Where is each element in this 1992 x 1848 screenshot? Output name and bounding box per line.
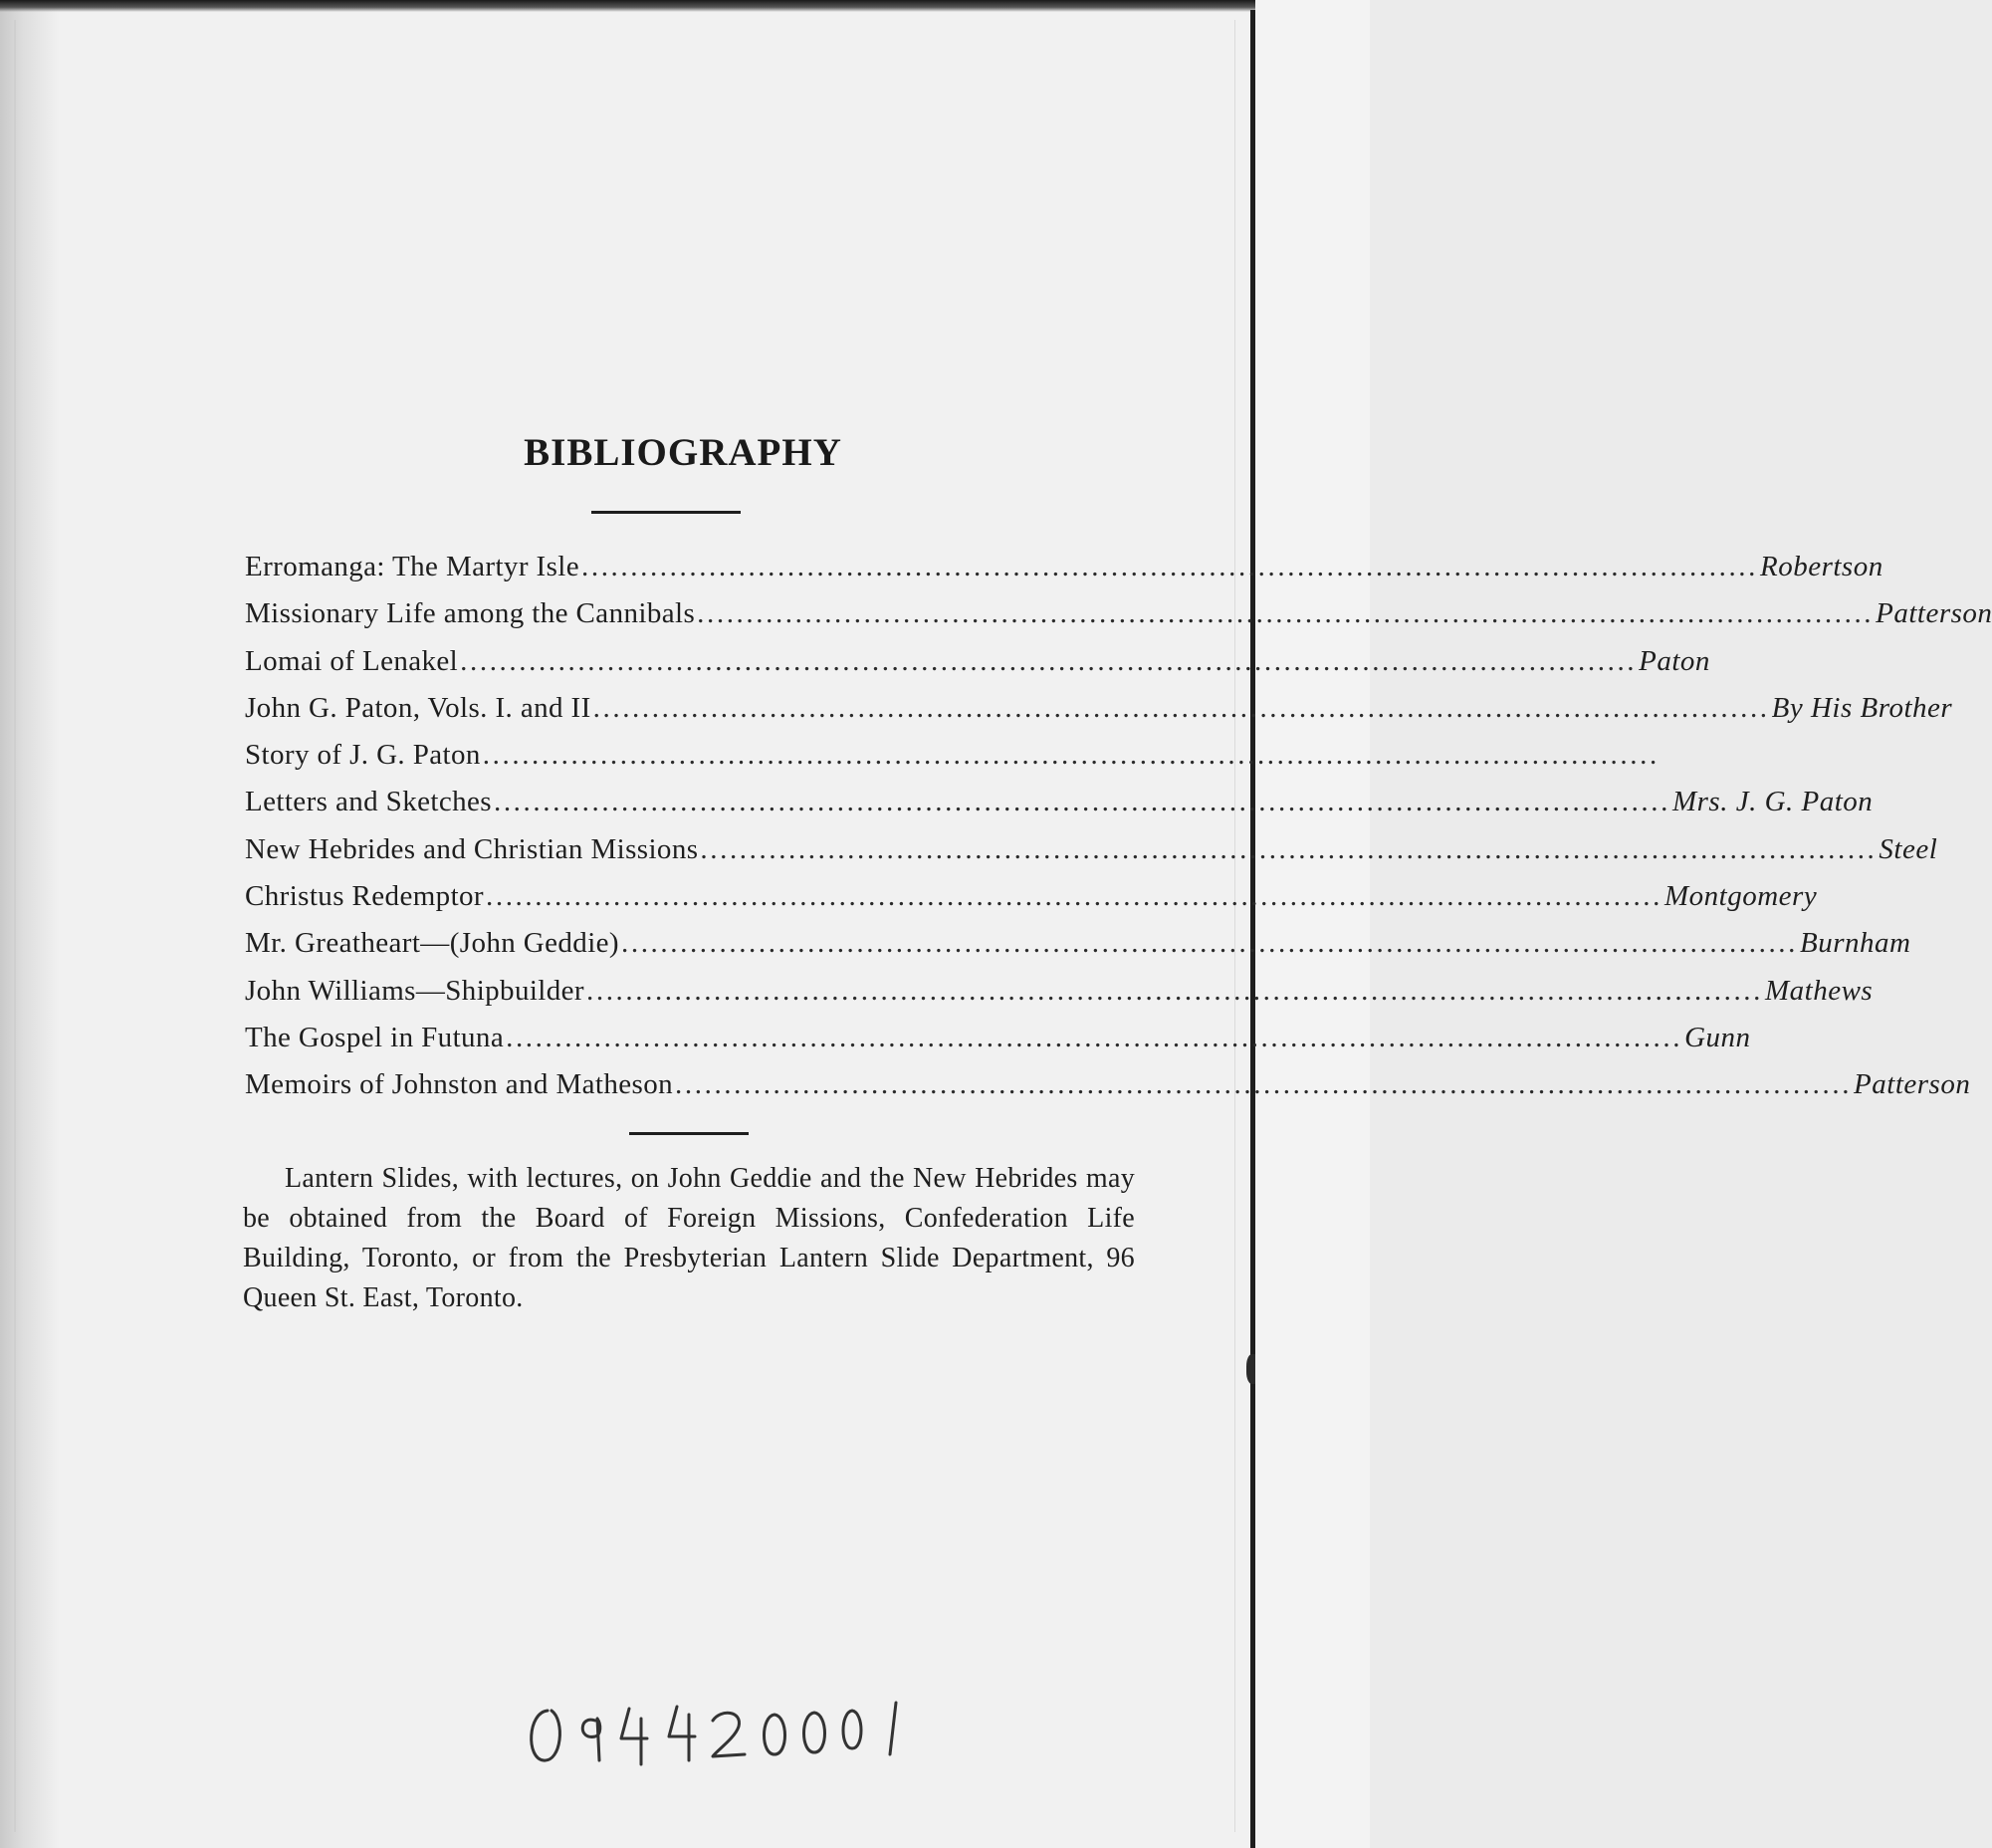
list-divider (629, 1132, 749, 1135)
right-margin (1255, 0, 1370, 1848)
entry-author: Patterson (1876, 597, 1992, 630)
entry-leader-dots: ........................................................................................................................ (486, 880, 1662, 913)
bibliography-entry (245, 927, 1911, 974)
entry-author: Burnham (1800, 927, 1911, 960)
bibliography-entry (245, 880, 1818, 927)
entry-author: Montgomery (1664, 880, 1818, 913)
bibliography-list (245, 551, 1992, 1116)
entry-leader-dots: ........................................................................................................................ (586, 974, 1763, 1007)
handwritten-number-drawing (518, 1681, 936, 1770)
entry-title: Christus Redemptor (245, 880, 484, 913)
entry-leader-dots: ........................................................................................................................ (482, 739, 1660, 772)
entry-title: Lomai of Lenakel (245, 644, 459, 677)
bibliography-entry (245, 644, 1710, 692)
entry-author: By His Brother (1771, 691, 1953, 724)
page-left-line (14, 20, 16, 1832)
entry-leader-dots: ........................................................................................................................ (493, 786, 1670, 818)
bibliography-entry (245, 786, 1874, 832)
entry-leader-dots: ........................................................................................................................ (697, 597, 1875, 630)
entry-title: Erromanga: The Martyr Isle (245, 551, 579, 582)
bibliography-entry (245, 832, 1938, 880)
bibliography-entry (245, 551, 1883, 597)
entry-leader-dots: ........................................................................................................................ (460, 644, 1638, 677)
entry-author: Paton (1639, 644, 1710, 677)
title-divider (591, 511, 741, 514)
page-left-edge (0, 0, 60, 1848)
entry-leader-dots: ........................................................................................................................ (700, 832, 1878, 865)
handwritten-catalog-number (518, 1681, 936, 1770)
entry-title: Story of J. G. Paton (245, 739, 481, 772)
entry-title: Mr. Greatheart—(John Geddie) (245, 927, 619, 960)
entry-title: The Gospel in Futuna (245, 1021, 505, 1053)
entry-leader-dots: ........................................................................................................................ (581, 551, 1758, 582)
entry-leader-dots: ........................................................................................................................ (592, 691, 1770, 724)
entry-title: Letters and Sketches (245, 786, 492, 818)
bibliography-entry (245, 1021, 1751, 1068)
page-title: BIBLIOGRAPHY (524, 431, 842, 474)
note-paragraph: Lantern Slides, with lectures, on John Geddie and the New Hebrides may be obtained from the Board of Foreign Missions, Confederation Life Building, Toronto, or from the Presbyterian Lantern Slide Department, 96 Queen St. East, Toronto. (243, 1163, 1135, 1313)
lantern-slides-note (243, 1159, 1135, 1318)
entry-author: Mathews (1765, 974, 1874, 1007)
bibliography-entry (245, 739, 1660, 786)
bibliography-entry (245, 691, 1953, 739)
bibliography-entry (245, 1068, 1971, 1115)
page-right-thin-line (1234, 20, 1235, 1832)
entry-title: John G. Paton, Vols. I. and II (245, 691, 591, 724)
page-top-edge (0, 0, 1370, 12)
entry-author: Patterson (1854, 1068, 1971, 1101)
entry-author: Gunn (1684, 1021, 1751, 1053)
entry-author: Robertson (1760, 551, 1883, 582)
entry-leader-dots: ........................................................................................................................ (506, 1021, 1683, 1053)
entry-title: John Williams—Shipbuilder (245, 974, 584, 1007)
entry-title: Missionary Life among the Cannibals (245, 597, 696, 630)
entry-author: Steel (1879, 832, 1938, 865)
entry-title: Memoirs of Johnston and Matheson (245, 1068, 674, 1101)
entry-author: Mrs. J. G. Paton (1671, 786, 1874, 818)
bibliography-entry (245, 597, 1992, 644)
entry-leader-dots: ........................................................................................................................ (621, 927, 1798, 960)
entry-leader-dots: ........................................................................................................................ (675, 1068, 1853, 1101)
bibliography-entry (245, 974, 1874, 1022)
entry-title: New Hebrides and Christian Missions (245, 832, 699, 865)
